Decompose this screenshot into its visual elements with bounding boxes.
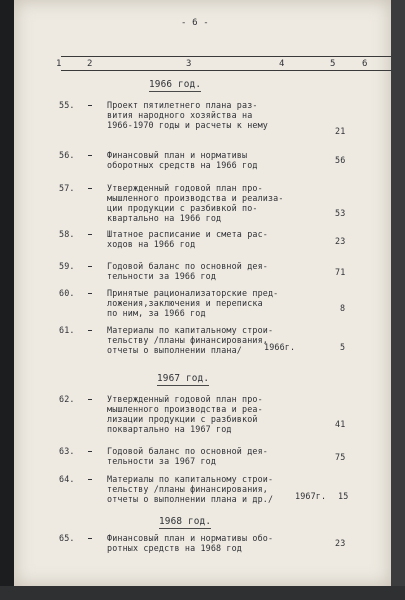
item-text-line: мышленного производства и реа- xyxy=(107,404,263,414)
item-page-count: 8 xyxy=(340,303,346,313)
item-number: 62. xyxy=(59,394,75,404)
item-page-count: 56 xyxy=(335,155,346,165)
item-text-line: 1966-1970 годы и расчеты к нему xyxy=(107,120,268,130)
item-text-line: тельности за 1966 год xyxy=(107,271,217,281)
item-text-line: Штатное расписание и смета рас- xyxy=(107,229,268,239)
item-text-line: тельству /планы финансирования, xyxy=(107,484,268,494)
item-page-count: 23 xyxy=(335,236,346,246)
item-page-count: 23 xyxy=(335,538,346,548)
item-number: 57. xyxy=(59,183,75,193)
item-text-line: ции продукции с разбивкой по- xyxy=(107,203,258,213)
item-text-line: поквартально на 1967 год xyxy=(107,424,232,434)
scan-border-right xyxy=(391,0,405,600)
section-heading-1967: 1967 год. xyxy=(157,373,210,384)
page-number: - 6 - xyxy=(181,18,209,28)
item-text-line: ротных средств на 1968 год xyxy=(107,543,242,553)
item-text-line: Финансовый план и нормативы xyxy=(107,150,248,160)
section-underline-1966 xyxy=(149,91,201,92)
item-number: 63. xyxy=(59,446,75,456)
item-text-line: тельности за 1967 год xyxy=(107,456,217,466)
column-header-1: 1 xyxy=(56,59,62,69)
item-text-line: Проект пятилетнего плана раз- xyxy=(107,100,258,110)
item-dash xyxy=(88,293,92,294)
item-number: 60. xyxy=(59,288,75,298)
item-text-line: по ним, за 1966 год xyxy=(107,308,206,318)
item-dash xyxy=(88,330,92,331)
item-text-line: тельству /планы финансирования, xyxy=(107,335,268,345)
item-text-line: оборотных средств на 1966 год xyxy=(107,160,258,170)
item-text-line: ходов на 1966 год xyxy=(107,239,196,249)
item-number: 59. xyxy=(59,261,75,271)
column-header-3: 3 xyxy=(186,59,192,69)
item-number: 55. xyxy=(59,100,75,110)
item-dash xyxy=(88,105,92,106)
item-text-line: Годовой баланс по основной дея- xyxy=(107,261,268,271)
item-dash xyxy=(88,188,92,189)
item-dash xyxy=(88,399,92,400)
item-number: 65. xyxy=(59,533,75,543)
item-text-line: квартально на 1966 год xyxy=(107,213,222,223)
column-header-5: 5 xyxy=(330,59,336,69)
item-page-count: 71 xyxy=(335,267,346,277)
item-dash xyxy=(88,479,92,480)
header-rule-bottom xyxy=(61,70,391,71)
item-text-line: отчеты о выполнении плана и др./ xyxy=(107,494,274,504)
column-header-6: 6 xyxy=(362,59,368,69)
item-text-line: Утвержденный годовой план про- xyxy=(107,183,263,193)
item-dash xyxy=(88,451,92,452)
column-header-2: 2 xyxy=(87,59,93,69)
item-dash xyxy=(88,266,92,267)
item-dash xyxy=(88,155,92,156)
item-text-line: Принятые рационализаторские пред- xyxy=(107,288,279,298)
item-year-note: 1966г. xyxy=(264,342,296,352)
item-number: 61. xyxy=(59,325,75,335)
item-dash xyxy=(88,538,92,539)
item-text-line: Материалы по капитальному строи- xyxy=(107,474,274,484)
item-page-count: 41 xyxy=(335,419,346,429)
section-heading-1968: 1968 год. xyxy=(159,516,212,527)
item-number: 56. xyxy=(59,150,75,160)
item-text-line: лизации продукции с разбивкой xyxy=(107,414,258,424)
item-page-count: 21 xyxy=(335,126,346,136)
section-heading-1966: 1966 год. xyxy=(149,79,202,90)
section-underline-1968 xyxy=(159,528,211,529)
item-page-count: 15 xyxy=(338,491,349,501)
item-page-count: 53 xyxy=(335,208,346,218)
item-number: 58. xyxy=(59,229,75,239)
item-text-line: Финансовый план и нормативы обо- xyxy=(107,533,274,543)
item-text-line: вития народного хозяйства на xyxy=(107,110,253,120)
document-page xyxy=(14,0,391,586)
item-page-count: 75 xyxy=(335,452,346,462)
item-text-line: Утвержденный годовой план про- xyxy=(107,394,263,404)
item-text-line: Материалы по капитальному строи- xyxy=(107,325,274,335)
column-header-4: 4 xyxy=(279,59,285,69)
header-rule-top xyxy=(61,56,391,57)
section-underline-1967 xyxy=(157,385,209,386)
item-page-count: 5 xyxy=(340,342,346,352)
item-text-line: отчеты о выполнении плана/ xyxy=(107,345,242,355)
scan-border-bottom xyxy=(0,586,405,600)
item-text-line: мышленного производства и реализа- xyxy=(107,193,284,203)
item-year-note: 1967г. xyxy=(295,491,327,501)
item-number: 64. xyxy=(59,474,75,484)
item-dash xyxy=(88,234,92,235)
item-text-line: ложения,заключения и переписка xyxy=(107,298,263,308)
scan-border-left xyxy=(0,0,14,600)
item-text-line: Годовой баланс по основной дея- xyxy=(107,446,268,456)
